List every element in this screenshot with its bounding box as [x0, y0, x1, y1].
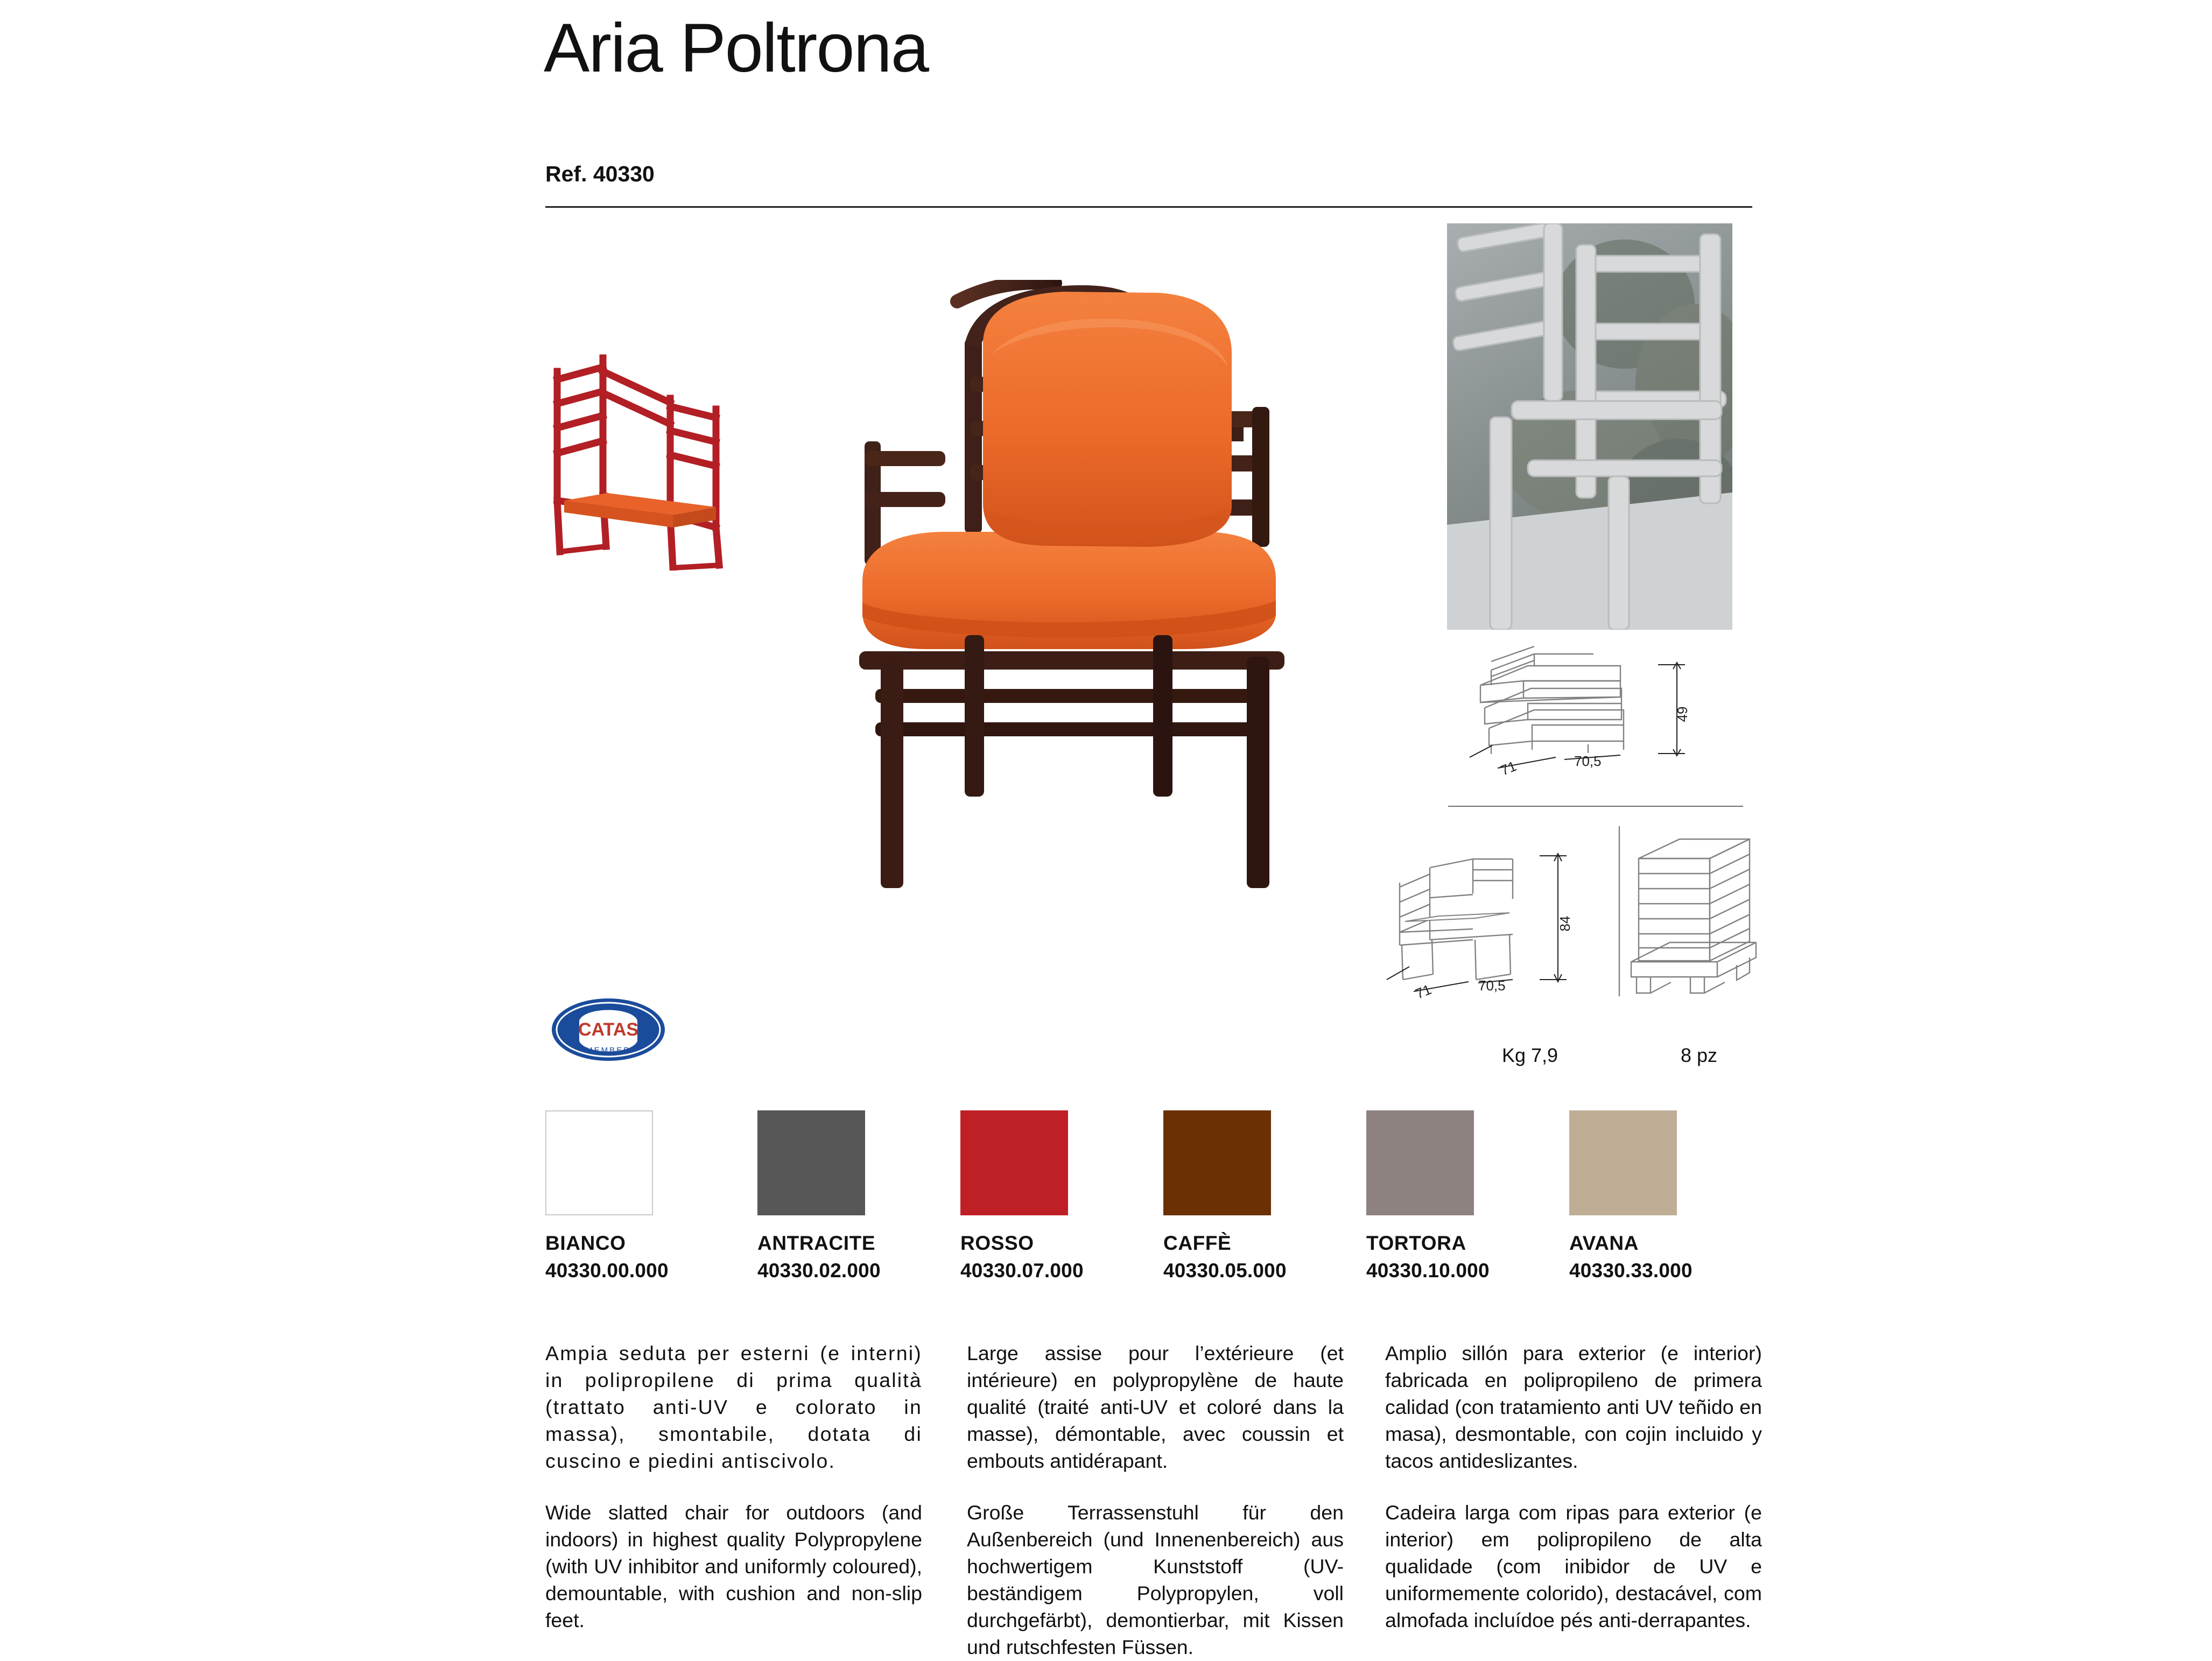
weight-label: Kg 7,9: [1502, 1044, 1558, 1066]
dim-height: 84: [1557, 916, 1573, 932]
pack-quantity-label: 8 pz: [1681, 1044, 1718, 1066]
technical-drawing-stacked: [1459, 643, 1739, 783]
main-product-image: [829, 280, 1410, 915]
color-swatch-list: [545, 1110, 1754, 1299]
description-column-2: [967, 1340, 1344, 1661]
technical-drawing-pallet: [1615, 821, 1766, 1015]
color-code: 40330.10.000: [1366, 1259, 1490, 1282]
color-swatch-rosso[interactable]: [960, 1110, 1084, 1282]
detail-photo: [1447, 223, 1732, 630]
color-code: 40330.33.000: [1569, 1259, 1693, 1282]
description-es: Amplio sillón para exterior (e interior) fabricada en polipropileno de primera calidad (con tratamiento anti UV teñido en masa), desmontable, con cojin incluido y tacos antideslizantes.: [1385, 1342, 1762, 1472]
dim-width: 70,5: [1478, 977, 1506, 994]
dim-stack-width: 70,5: [1574, 753, 1602, 769]
description-column-3: [1385, 1340, 1762, 1634]
dim-stack-depth: 71: [1498, 757, 1519, 779]
dim-stack-height: 49: [1674, 706, 1690, 722]
header-divider: [545, 206, 1752, 208]
color-name: ANTRACITE: [757, 1232, 876, 1254]
color-chip: [757, 1110, 865, 1215]
color-code: 40330.07.000: [960, 1259, 1084, 1282]
color-swatch-caffe[interactable]: [1163, 1110, 1287, 1282]
color-code: 40330.05.000: [1163, 1259, 1287, 1282]
technical-drawing-side: [1378, 818, 1626, 1001]
dim-depth: 71: [1413, 981, 1434, 1001]
color-swatch-avana[interactable]: [1569, 1110, 1693, 1282]
color-name: BIANCO: [545, 1232, 626, 1254]
color-chip: [1366, 1110, 1474, 1215]
color-chip: [545, 1110, 653, 1215]
color-chip: [1569, 1110, 1677, 1215]
catas-logo: [549, 989, 668, 1070]
color-swatch-antracite[interactable]: [757, 1110, 881, 1282]
color-code: 40330.02.000: [757, 1259, 881, 1282]
color-swatch-bianco[interactable]: [545, 1110, 669, 1282]
color-chip: [960, 1110, 1068, 1215]
color-code: 40330.00.000: [545, 1259, 669, 1282]
description-column-1: [545, 1340, 922, 1634]
color-chip: [1163, 1110, 1271, 1215]
color-name: CAFFÈ: [1163, 1232, 1232, 1254]
description-fr: Large assise pour l’extérieure (et intérieure) en polypropylène de haute qualité (traité anti-UV et coloré dans la masse), démontable, avec coussin et embouts antidérapant.: [967, 1342, 1344, 1472]
description-pt: Cadeira larga com ripas para exterior (e interior) em polipropileno de alta qualidade (com inibidor de UV e uniformemente colorido), destacável, com almofada incluídoe pés anti-derrapantes.: [1385, 1501, 1762, 1631]
small-chair-image: [538, 339, 786, 571]
catas-logo-text: CATAS: [578, 1019, 639, 1040]
product-reference: Ref. 40330: [545, 161, 655, 186]
technical-divider: [1448, 806, 1743, 807]
description-de: Große Terrassenstuhl für den Außenbereich (und Innenenbereich) aus hochwertigem Kunststoff (UV-beständigem Polypropylen, voll durchgefärbt), demontierbar, mit Kissen und rutschfesten Füssen.: [967, 1501, 1344, 1658]
description-en: Wide slatted chair for outdoors (and indoors) in highest quality Polypropylene (with UV inhibitor and uniformly coloured), demountable, with cushion and non-slip feet.: [545, 1501, 922, 1631]
catas-member-text: MEMBER: [586, 1046, 631, 1055]
color-name: ROSSO: [960, 1232, 1034, 1254]
page-title: Aria Poltrona: [544, 10, 928, 87]
color-swatch-tortora[interactable]: [1366, 1110, 1490, 1282]
color-name: TORTORA: [1366, 1232, 1466, 1254]
description-it: Ampia seduta per esterni (e interni) in polipropilene di prima qualità (trattato anti-UV e colorato in massa), smontabile, dotata di cuscino e piedini antiscivolo.: [545, 1342, 922, 1472]
color-name: AVANA: [1569, 1232, 1639, 1254]
